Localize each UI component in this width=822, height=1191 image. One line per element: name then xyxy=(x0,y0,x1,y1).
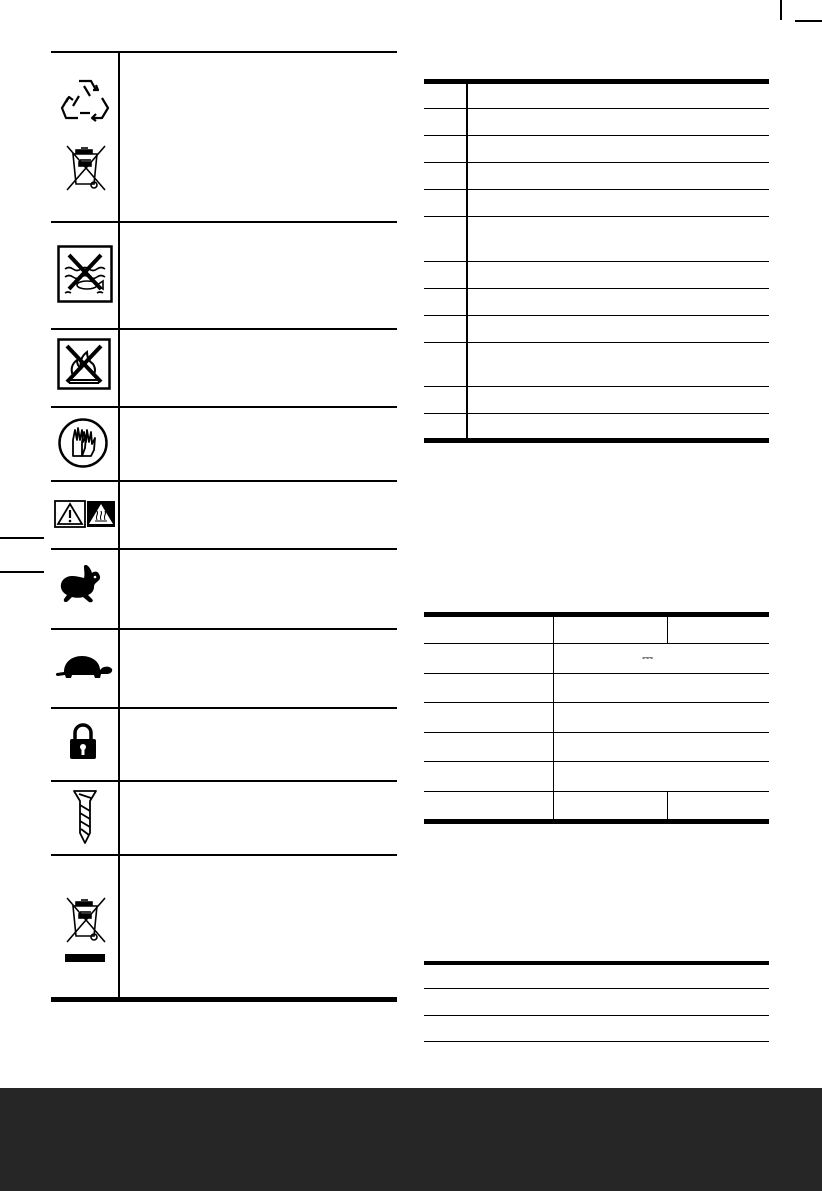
dc-voltage-symbol: ⎓ xyxy=(642,650,654,666)
table-bottom-rule xyxy=(424,438,769,443)
footer-band xyxy=(0,1088,822,1191)
rabbit-fast-icon xyxy=(58,563,104,605)
table-top-rule xyxy=(51,51,397,53)
row-divider xyxy=(424,702,769,703)
row-divider xyxy=(51,328,397,330)
row-divider xyxy=(51,628,397,630)
row-divider xyxy=(51,780,397,782)
row-divider xyxy=(424,732,769,733)
wear-gloves-icon xyxy=(58,418,108,468)
warning-hot-surface-icon xyxy=(54,500,116,528)
row-divider xyxy=(424,761,769,762)
row-divider xyxy=(51,221,397,223)
row-divider xyxy=(424,135,769,136)
table-column-divider-top xyxy=(667,617,668,643)
row-divider xyxy=(424,189,769,190)
screw-icon xyxy=(73,789,97,845)
lock-icon xyxy=(68,723,98,761)
crossed-bin-icon xyxy=(64,144,108,192)
row-divider xyxy=(424,216,769,217)
row-divider xyxy=(424,643,769,644)
side-tab-mark-top xyxy=(0,537,44,539)
row-divider xyxy=(424,108,769,109)
row-divider xyxy=(424,413,769,414)
row-divider xyxy=(424,673,769,674)
crossed-bin-battery-icon xyxy=(64,896,108,966)
row-divider xyxy=(51,707,397,709)
row-divider xyxy=(51,854,397,856)
row-divider xyxy=(424,315,769,316)
side-tab-mark-bottom xyxy=(0,571,44,573)
row-divider xyxy=(51,406,397,408)
row-divider xyxy=(424,162,769,163)
table-column-divider xyxy=(553,617,554,820)
crop-mark-vertical xyxy=(780,0,782,20)
row-divider xyxy=(424,791,769,792)
row-divider xyxy=(424,386,769,387)
row-divider xyxy=(51,548,397,550)
row-divider xyxy=(424,261,769,262)
row-divider xyxy=(424,342,769,343)
table-top-rule xyxy=(424,961,769,965)
table-bottom-rule xyxy=(51,997,397,1002)
row-divider xyxy=(424,288,769,289)
table-bottom-rule xyxy=(424,819,769,824)
no-fire-icon xyxy=(57,338,111,390)
turtle-slow-icon xyxy=(54,654,114,682)
crop-mark-horizontal xyxy=(795,20,822,22)
row-divider xyxy=(51,480,397,482)
table-bottom-rule xyxy=(424,1041,769,1042)
recycle-icon xyxy=(60,76,110,124)
table-top-rule xyxy=(424,79,769,84)
table-column-divider-bottom xyxy=(667,791,668,820)
row-divider xyxy=(424,988,769,989)
no-water-disposal-icon xyxy=(57,245,113,303)
table-top-rule xyxy=(424,612,769,617)
row-divider xyxy=(424,1015,769,1016)
